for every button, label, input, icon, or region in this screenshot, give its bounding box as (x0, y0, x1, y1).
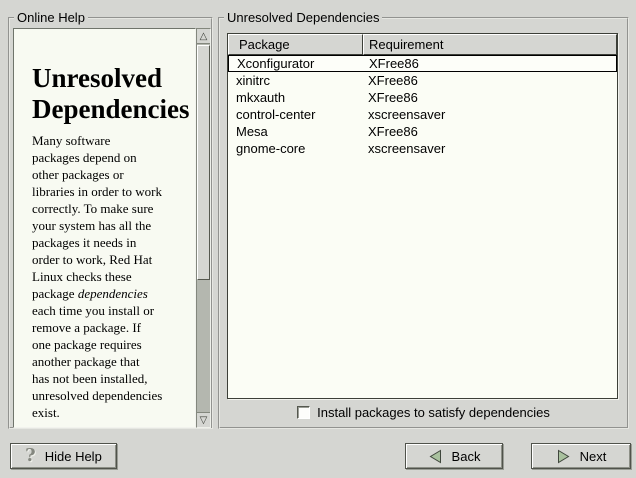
help-text-line: Many software (32, 133, 111, 148)
column-header-requirement[interactable]: Requirement (363, 34, 617, 55)
back-button-label: Back (451, 448, 481, 464)
next-button-label: Next (579, 448, 607, 464)
help-text-line: order to work, Red Hat (32, 252, 153, 267)
help-text-line: package dependencies (32, 286, 148, 301)
table-row[interactable] (228, 106, 617, 123)
table-row[interactable] (228, 140, 617, 157)
help-paragraph (32, 132, 189, 421)
dependency-table-body (228, 55, 617, 157)
back-arrow-icon (428, 449, 443, 464)
requirement-cell: XFree86 (369, 56, 419, 71)
package-cell: mkxauth (236, 90, 286, 105)
table-row[interactable] (228, 123, 617, 140)
requirement-cell: xscreensaver (368, 141, 446, 156)
online-help-panel (8, 10, 213, 429)
help-text-line: libraries in order to work (32, 184, 162, 199)
online-help-frame-label: Online Help (14, 10, 88, 26)
package-cell: xinitrc (236, 73, 270, 88)
help-title-line2: Dependencies (32, 94, 190, 124)
back-button[interactable] (405, 443, 503, 469)
scrollbar-thumb[interactable] (197, 45, 210, 280)
help-text-line: packages depend on (32, 150, 137, 165)
help-text-line: other packages or (32, 167, 124, 182)
next-button[interactable] (531, 443, 631, 469)
table-row[interactable] (228, 72, 617, 89)
install-packages-checkbox-label: Install packages to satisfy dependencies (317, 405, 550, 420)
scrollbar-up-arrow-icon[interactable]: △ (197, 29, 210, 44)
unresolved-dependencies-frame-label: Unresolved Dependencies (224, 10, 382, 26)
install-packages-option[interactable] (220, 405, 627, 420)
help-text-line: your system has all the (32, 218, 152, 233)
table-row[interactable] (228, 89, 617, 106)
requirement-cell: XFree86 (368, 73, 418, 88)
help-text-line: exist. (32, 405, 60, 420)
package-cell: gnome-core (236, 141, 306, 156)
unresolved-dependencies-panel (218, 10, 629, 429)
help-text-line: remove a package. If (32, 320, 141, 335)
package-cell: Xconfigurator (237, 56, 315, 71)
install-packages-checkbox[interactable] (297, 406, 310, 419)
help-text-line: unresolved dependencies (32, 388, 163, 403)
requirement-cell: XFree86 (368, 90, 418, 105)
table-row[interactable] (228, 55, 617, 72)
package-cell: control-center (236, 107, 316, 122)
dependency-table-header (228, 34, 617, 55)
scrollbar-down-arrow-icon[interactable]: ▽ (197, 412, 210, 427)
help-text-line: each time you install or (32, 303, 155, 318)
package-cell: Mesa (236, 124, 268, 139)
question-mark-icon: ? (25, 445, 36, 466)
help-text-line: has not been installed, (32, 371, 148, 386)
requirement-cell: xscreensaver (368, 107, 446, 122)
column-header-package[interactable]: Package (228, 34, 363, 55)
help-text-line: packages it needs in (32, 235, 137, 250)
hide-help-button[interactable] (10, 443, 117, 469)
next-arrow-icon (556, 449, 571, 464)
hide-help-button-label: Hide Help (44, 448, 102, 464)
help-text-line: Linux checks these (32, 269, 132, 284)
help-scrollbar[interactable] (196, 28, 211, 428)
help-text-area (13, 28, 196, 428)
help-title-line1: Unresolved (32, 63, 163, 93)
help-text-line: one package requires (32, 337, 142, 352)
help-title (32, 63, 189, 125)
dependency-table (227, 33, 618, 399)
help-text-line: another package that (32, 354, 140, 369)
requirement-cell: XFree86 (368, 124, 418, 139)
help-text-line: correctly. To make sure (32, 201, 154, 216)
